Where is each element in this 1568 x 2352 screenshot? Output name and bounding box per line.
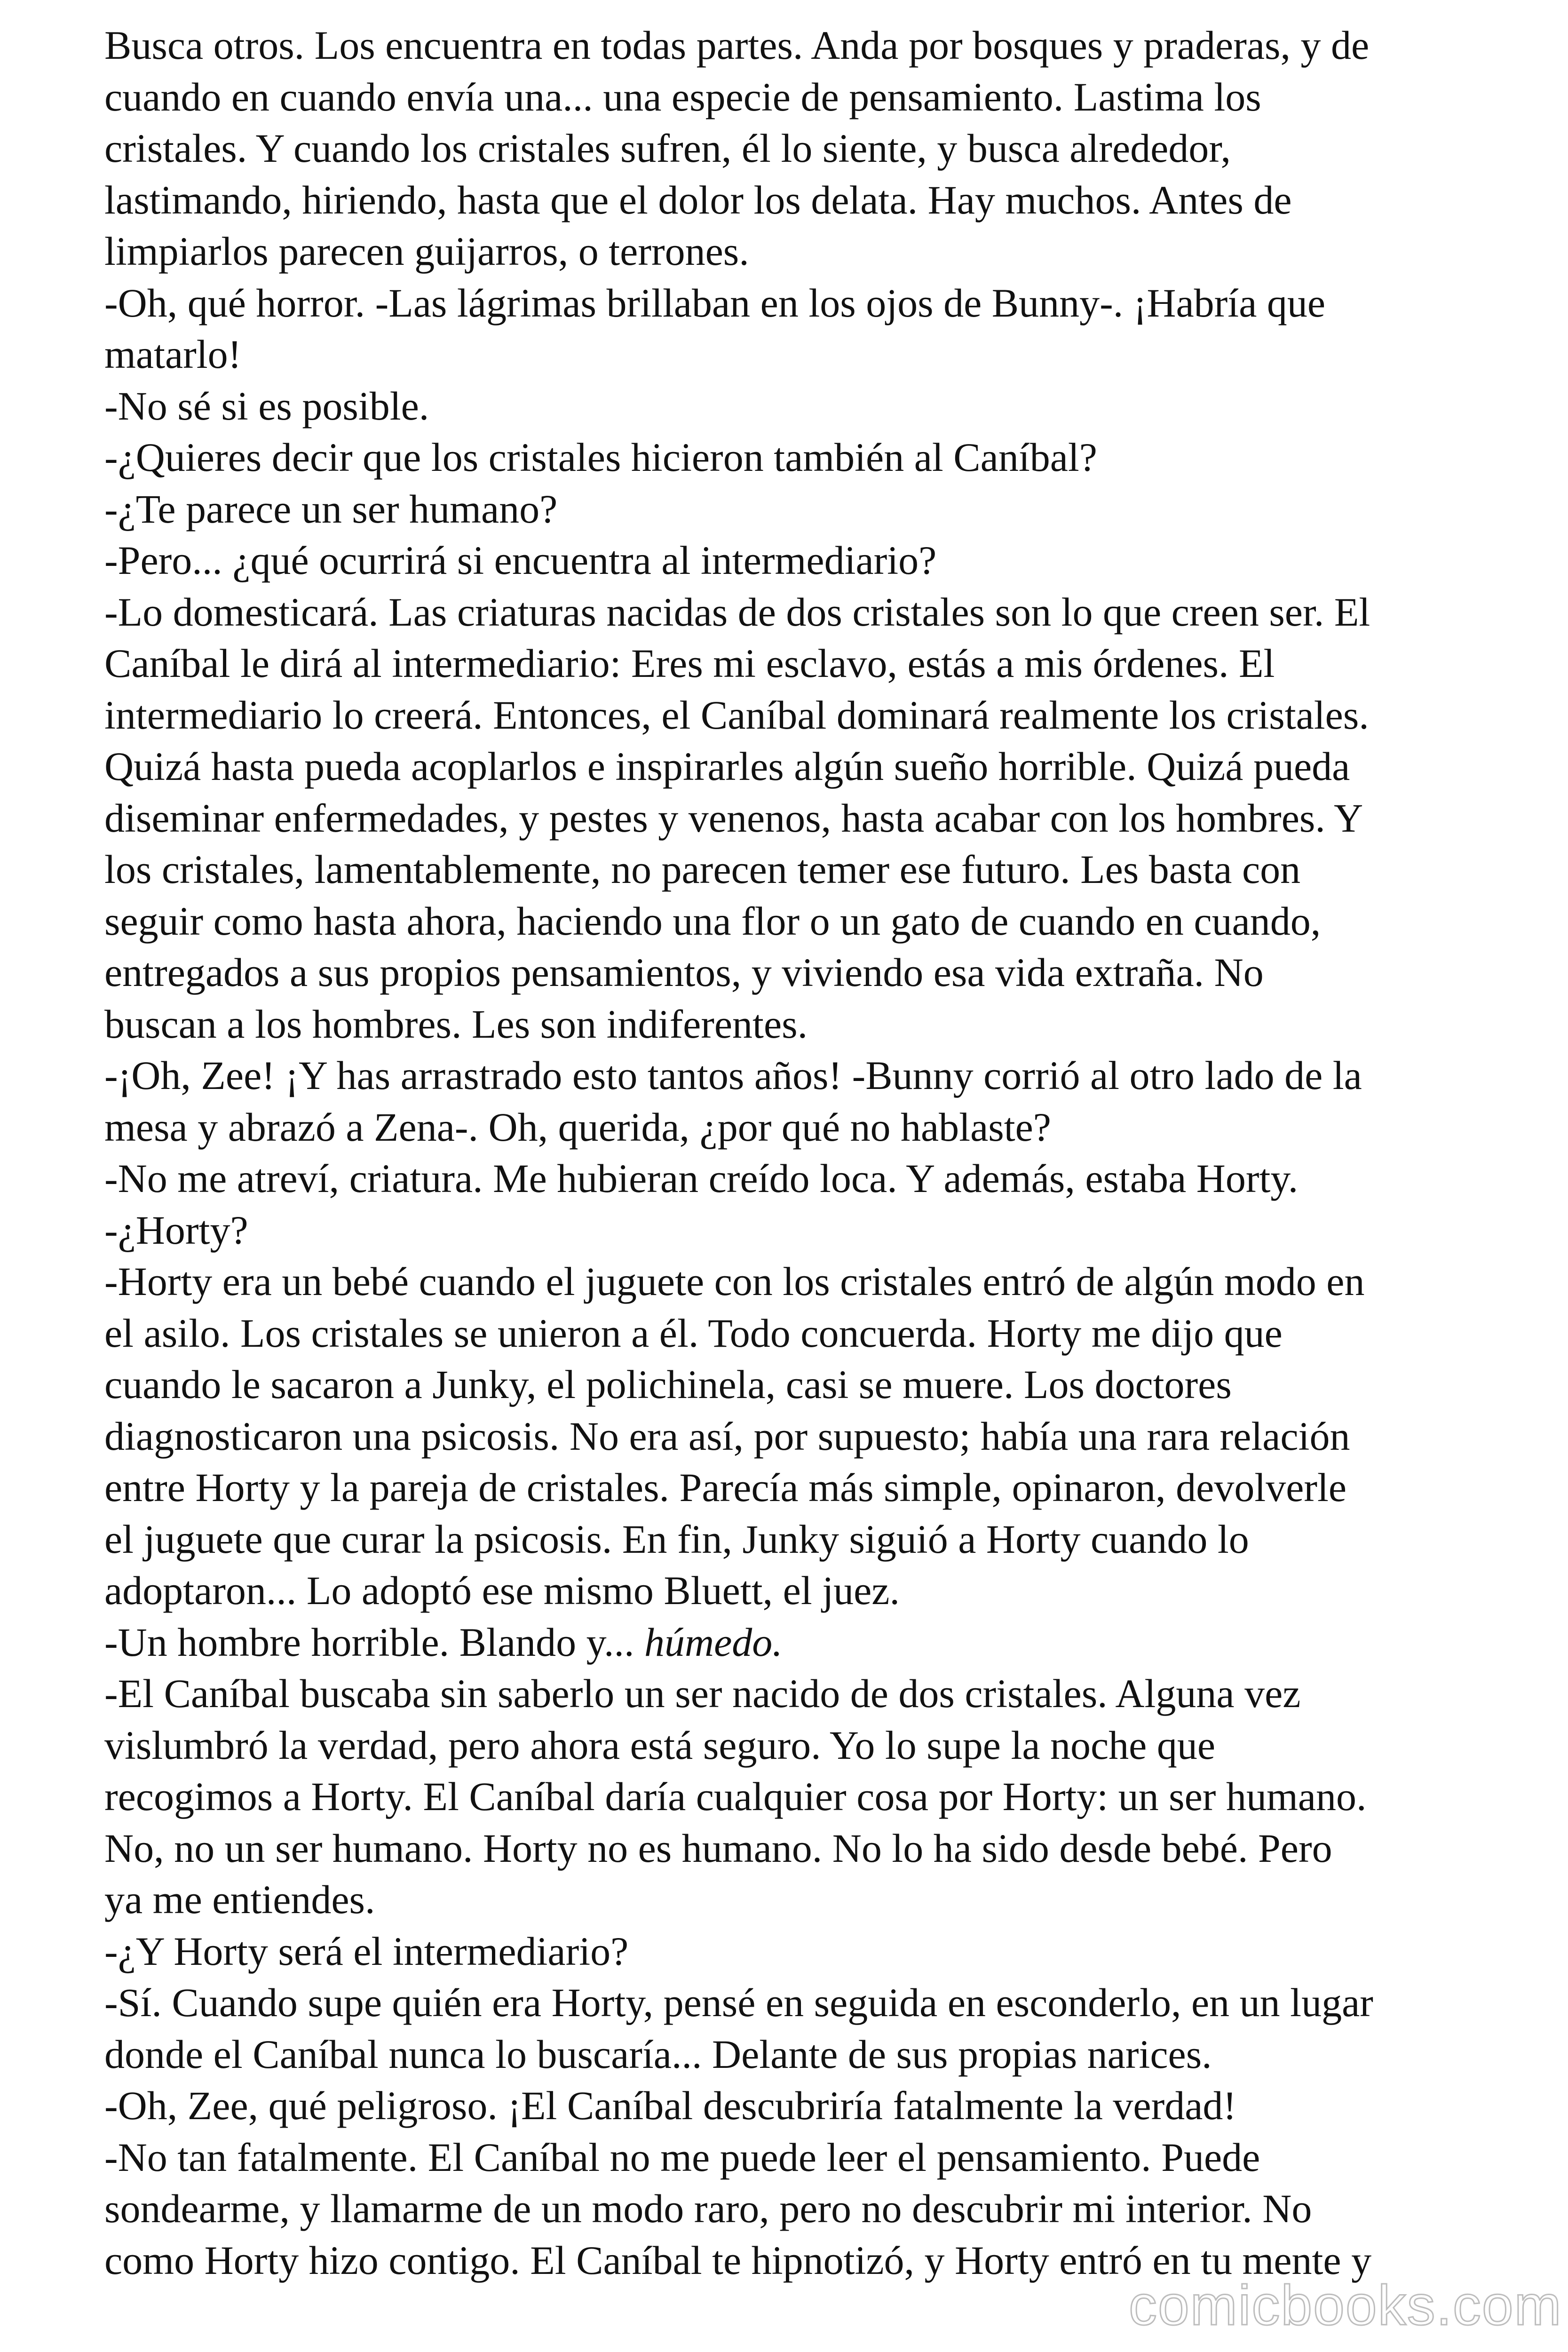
text-line: como Horty hizo contigo. El Caníbal te hipnotizó, y Horty entró en tu mente y <box>104 2237 1372 2283</box>
text-line: el asilo. Los cristales se unieron a él. Todo concuerda. Horty me dijo que <box>104 1310 1283 1356</box>
text-line: diagnosticaron una psicosis. No era así, por supuesto; había una rara relación <box>104 1413 1350 1459</box>
text-line: limpiarlos parecen guijarros, o terrones. <box>104 229 749 274</box>
italic-word: húmedo. <box>644 1619 783 1665</box>
text-line: intermediario lo creerá. Entonces, el Caníbal dominará realmente los cristales. <box>104 692 1369 738</box>
text-line: -Oh, qué horror. -Las lágrimas brillaban en los ojos de Bunny-. ¡Habría que <box>104 280 1326 326</box>
text-line: -¡Oh, Zee! ¡Y has arrastrado esto tantos años! -Bunny corrió al otro lado de la <box>104 1053 1362 1098</box>
watermark-logo: comicbooks.com <box>1129 2274 1562 2337</box>
text-line <box>104 1617 1478 1669</box>
text-line: el juguete que curar la psicosis. En fin, Junky siguió a Horty cuando lo <box>104 1516 1249 1562</box>
text-line: adoptaron... Lo adoptó ese mismo Bluett, el juez. <box>104 1568 900 1613</box>
text-line: -Pero... ¿qué ocurrirá si encuentra al intermediario? <box>104 538 937 583</box>
text-line: -¿Y Horty será el intermediario? <box>104 1928 629 1974</box>
text-line: mesa y abrazó a Zena-. Oh, querida, ¿por qué no hablaste? <box>104 1104 1051 1150</box>
text-line: matarlo! <box>104 332 242 377</box>
text-line: Quizá hasta pueda acoplarlos e inspirarles algún sueño horrible. Quizá pueda <box>104 744 1350 789</box>
text-line: -¿Te parece un ser humano? <box>104 486 558 532</box>
text-line: seguir como hasta ahora, haciendo una flor o un gato de cuando en cuando, <box>104 898 1321 944</box>
text-line: buscan a los hombres. Les son indiferentes. <box>104 1001 808 1047</box>
text-line: ya me entiendes. <box>104 1877 375 1922</box>
text-line: -No sé si es posible. <box>104 383 429 429</box>
text-line: sondearme, y llamarme de un modo raro, pero no descubrir mi interior. No <box>104 2186 1312 2231</box>
text-line: Caníbal le dirá al intermediario: Eres mi esclavo, estás a mis órdenes. El <box>104 641 1275 686</box>
text-line: diseminar enfermedades, y pestes y venenos, hasta acabar con los hombres. Y <box>104 795 1363 841</box>
text-line: -Horty era un bebé cuando el juguete con los cristales entró de algún modo en <box>104 1259 1365 1304</box>
text-line: Busca otros. Los encuentra en todas partes. Anda por bosques y praderas, y de <box>104 23 1370 68</box>
text-line: -Lo domesticará. Las criaturas nacidas de dos cristales son lo que creen ser. El <box>104 589 1370 635</box>
text-line: los cristales, lamentablemente, no parecen temer ese futuro. Les basta con <box>104 847 1301 892</box>
text-line: -¿Quieres decir que los cristales hicieron también al Caníbal? <box>104 435 1097 480</box>
body-text <box>104 20 1478 2286</box>
text-line: cuando en cuando envía una... una especie de pensamiento. Lastima los <box>104 74 1261 119</box>
text-line: lastimando, hiriendo, hasta que el dolor los delata. Hay muchos. Antes de <box>104 177 1292 222</box>
text-line: -El Caníbal buscaba sin saberlo un ser nacido de dos cristales. Alguna vez <box>104 1671 1301 1716</box>
text-line: cristales. Y cuando los cristales sufren, él lo siente, y busca alrededor, <box>104 126 1231 171</box>
text-line: No, no un ser humano. Horty no es humano. No lo ha sido desde bebé. Pero <box>104 1825 1332 1871</box>
text-line: donde el Caníbal nunca lo buscaría... Delante de sus propias narices. <box>104 2031 1212 2077</box>
text-line: -No tan fatalmente. El Caníbal no me puede leer el pensamiento. Puede <box>104 2134 1260 2180</box>
text-line: -¿Horty? <box>104 1207 248 1253</box>
text-line: cuando le sacaron a Junky, el polichinela, casi se muere. Los doctores <box>104 1362 1232 1407</box>
text-line: entre Horty y la pareja de cristales. Parecía más simple, opinaron, devolverle <box>104 1465 1347 1510</box>
text-line: entregados a sus propios pensamientos, y viviendo esa vida extraña. No <box>104 950 1264 995</box>
text-line-prefix: -Un hombre horrible. Blando y... <box>104 1619 645 1665</box>
text-line: -Sí. Cuando supe quién era Horty, pensé en seguida en esconderlo, en un lugar <box>104 1980 1373 2025</box>
text-line: recogimos a Horty. El Caníbal daría cualquier cosa por Horty: un ser humano. <box>104 1774 1367 1819</box>
text-line: -Oh, Zee, qué peligroso. ¡El Caníbal descubriría fatalmente la verdad! <box>104 2083 1237 2128</box>
text-line: vislumbró la verdad, pero ahora está seguro. Yo lo supe la noche que <box>104 1722 1216 1768</box>
text-line: -No me atreví, criatura. Me hubieran creído loca. Y además, estaba Horty. <box>104 1156 1299 1201</box>
